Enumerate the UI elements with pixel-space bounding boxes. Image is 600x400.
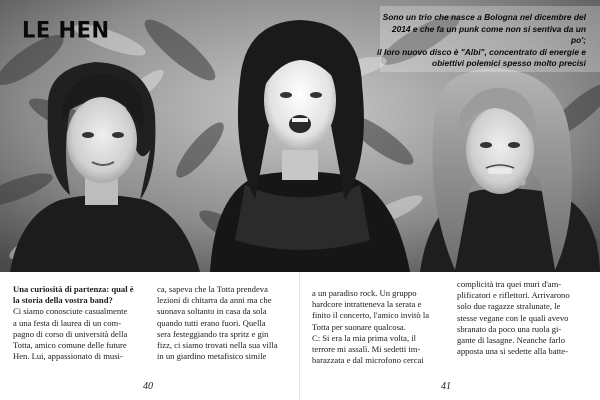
text-line: Hen. Lui, appassionato di musi-	[13, 351, 123, 362]
text-line: lezioni di chitarra da anni ma che	[157, 295, 272, 306]
text-line: barazzata e dal microfono cercai	[312, 355, 424, 366]
text-column-1	[13, 284, 149, 362]
text-line: gante di lasagne. Neanche farlo	[457, 335, 566, 346]
page-number-right: 41	[441, 381, 451, 392]
text-line: ca, sapeva che la Totta prendeva	[157, 284, 268, 294]
caption-line: obiettivi polemici spesso molto precisi	[431, 58, 586, 69]
text-column-4	[457, 279, 593, 357]
caption-line: 2014 e che fa un punk come non si sentiva da un po';	[391, 23, 586, 46]
text-line: hardcore intratteneva la serata e	[312, 299, 422, 310]
text-line: plificatori e riflettori. Arrivarono	[457, 290, 570, 301]
text-line: terrore mi assalì. Mi sedetti im-	[312, 344, 421, 355]
text-line: quando tutti erano fuori. Quella	[157, 317, 266, 328]
text-line: sbranato da poco una ruola gi-	[457, 323, 562, 334]
text-line: Totta per suonare qualcosa.	[312, 321, 406, 332]
text-line: in un giardino metafisico simile	[157, 351, 267, 362]
band-logo: LE HEN	[22, 17, 110, 43]
text-line: apposta una si sedette alla batte-	[457, 346, 568, 357]
text-line: finito il concerto, l'amico invitò la	[312, 310, 430, 321]
text-line: pagno di corso di università della	[13, 328, 128, 339]
text-line: Totta, amico comune delle future	[13, 340, 127, 351]
text-column-2	[157, 284, 293, 362]
text-line: stesse vegane con le quali avevo	[457, 312, 569, 323]
interview-question: la storia della vostra band?	[13, 295, 113, 306]
text-line: solo due ragazze stralunate, le	[457, 301, 561, 312]
text-line: fizz, ci siamo trovati nella sua villa	[157, 340, 278, 351]
text-line: C: Si era la mia prima volta, il	[312, 332, 417, 343]
text-line: suonava soltanto in casa da sola	[157, 306, 267, 317]
text-line: a una festa di laurea di un com-	[13, 317, 122, 328]
text-line: sera festeggiando tra spritz e gin	[157, 328, 269, 339]
photo-caption	[376, 12, 586, 70]
page-gutter	[299, 272, 300, 400]
text-line: complicità tra quei muri d'am-	[457, 279, 562, 289]
caption-line: il loro nuovo disco è "Albi", concentrato di energie e	[377, 46, 586, 57]
caption-line: Sono un trio che nasce a Bologna nel dicembre del	[382, 12, 586, 22]
text-line: Ci siamo conosciute casualmente	[13, 306, 128, 317]
text-column-3	[312, 288, 448, 366]
text-line: a un paradiso rock. Un gruppo	[312, 288, 417, 298]
interview-question: Una curiosità di partenza: qual è	[13, 284, 134, 294]
page-number-left: 40	[143, 381, 153, 392]
